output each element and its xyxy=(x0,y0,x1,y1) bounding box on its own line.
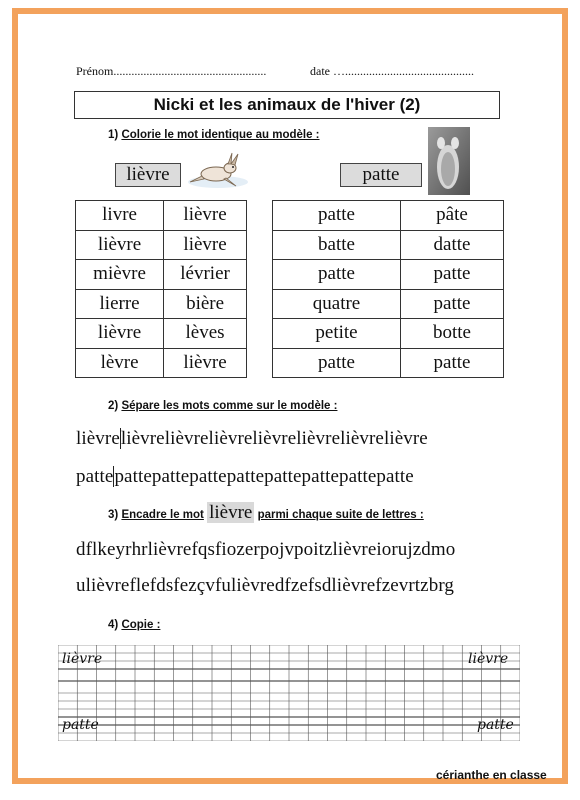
word-cell[interactable]: botte xyxy=(401,319,504,349)
table-row xyxy=(76,348,247,378)
word-cell[interactable]: patte xyxy=(273,201,401,231)
word-cell[interactable]: batte xyxy=(273,230,401,260)
name-field xyxy=(76,64,266,79)
instruction-3 xyxy=(108,502,424,524)
word-cell[interactable]: lévrier xyxy=(164,260,247,290)
word-cell[interactable]: lièvre xyxy=(164,201,247,231)
word-cell[interactable]: patte xyxy=(273,348,401,378)
word-cell[interactable]: lièvre xyxy=(76,319,164,349)
word-cell[interactable]: mièvre xyxy=(76,260,164,290)
separate-line-1 xyxy=(76,428,428,450)
word-cell[interactable]: lèves xyxy=(164,319,247,349)
instruction-1-number: 1) xyxy=(108,129,119,141)
word-cell[interactable]: bière xyxy=(164,289,247,319)
table-row xyxy=(273,230,504,260)
word-cell[interactable]: lièvre xyxy=(164,348,247,378)
word-cell[interactable]: lierre xyxy=(76,289,164,319)
separate-line-1-rest: lièvrelièvrelièvrelièvrelièvrelièvrelièvre xyxy=(120,428,428,449)
separate-line-2-model: patte xyxy=(76,466,114,487)
instruction-1-text: Colorie le mot identique au modèle : xyxy=(121,129,320,141)
worksheet-title: Nicki et les animaux de l'hiver (2) xyxy=(74,91,500,119)
date-dots: …........................................... xyxy=(333,64,474,78)
word-cell[interactable]: livre xyxy=(76,201,164,231)
table-row xyxy=(76,260,247,290)
separate-line-2 xyxy=(76,466,414,488)
word-cell[interactable]: patte xyxy=(273,260,401,290)
table-row xyxy=(76,289,247,319)
table-row xyxy=(273,201,504,231)
instruction-1 xyxy=(108,129,320,141)
instruction-2 xyxy=(108,400,337,412)
copy-grid xyxy=(58,645,520,741)
instruction-2-number: 2) xyxy=(108,400,119,412)
paw-print-image xyxy=(428,127,470,195)
word-cell[interactable]: pâte xyxy=(401,201,504,231)
target-word-badge: lièvre xyxy=(209,502,253,523)
letters-line-1: dflkeyrhrlièvrefqsfiozerpojvpoitzlièvreiorujzdmo xyxy=(76,539,456,560)
prenom-dots: ................................................... xyxy=(113,64,267,78)
copy-model-word-1-left: lièvre xyxy=(62,651,103,667)
table-row xyxy=(273,348,504,378)
word-cell[interactable]: lèvre xyxy=(76,348,164,378)
date-label: date xyxy=(310,64,330,78)
word-cell[interactable]: quatre xyxy=(273,289,401,319)
model-word-right: patte xyxy=(340,163,422,187)
copy-model-word-1-right: lièvre xyxy=(468,651,509,667)
date-field xyxy=(310,64,474,79)
word-cell[interactable]: datte xyxy=(401,230,504,260)
hare-image xyxy=(186,152,250,192)
table-row xyxy=(273,319,504,349)
prenom-label: Prénom xyxy=(76,64,114,78)
table-row xyxy=(76,230,247,260)
word-cell[interactable]: petite xyxy=(273,319,401,349)
separate-line-2-rest: pattepattepattepattepattepattepattepatte xyxy=(114,466,414,487)
word-cell[interactable]: patte xyxy=(401,348,504,378)
word-table-right xyxy=(272,200,504,378)
instruction-3-text-before: Encadre le mot xyxy=(121,509,204,521)
instruction-4 xyxy=(108,619,160,631)
instruction-4-text: Copie : xyxy=(121,619,161,631)
copy-model-word-2-left: patte xyxy=(62,717,99,733)
letters-line-2: ulièvreflefdsfezçvfulièvredfzefsdlièvrefzevrtzbrg xyxy=(76,575,454,596)
copy-model-word-2-right: patte xyxy=(477,717,514,733)
table-row xyxy=(76,319,247,349)
word-cell[interactable]: patte xyxy=(401,260,504,290)
table-row xyxy=(273,260,504,290)
instruction-2-text: Sépare les mots comme sur le modèle : xyxy=(121,400,338,412)
word-cell[interactable]: lièvre xyxy=(164,230,247,260)
instruction-3-text-after: parmi chaque suite de lettres : xyxy=(257,509,424,521)
table-row xyxy=(273,289,504,319)
table-row xyxy=(76,201,247,231)
word-cell[interactable]: patte xyxy=(401,289,504,319)
instruction-4-number: 4) xyxy=(108,619,119,631)
separate-line-1-model: lièvre xyxy=(76,428,120,449)
model-word-left: lièvre xyxy=(115,163,181,187)
footer-credit: cérianthe en classe xyxy=(436,768,547,782)
instruction-3-number: 3) xyxy=(108,509,119,521)
word-cell[interactable]: lièvre xyxy=(76,230,164,260)
word-table-left xyxy=(75,200,247,378)
